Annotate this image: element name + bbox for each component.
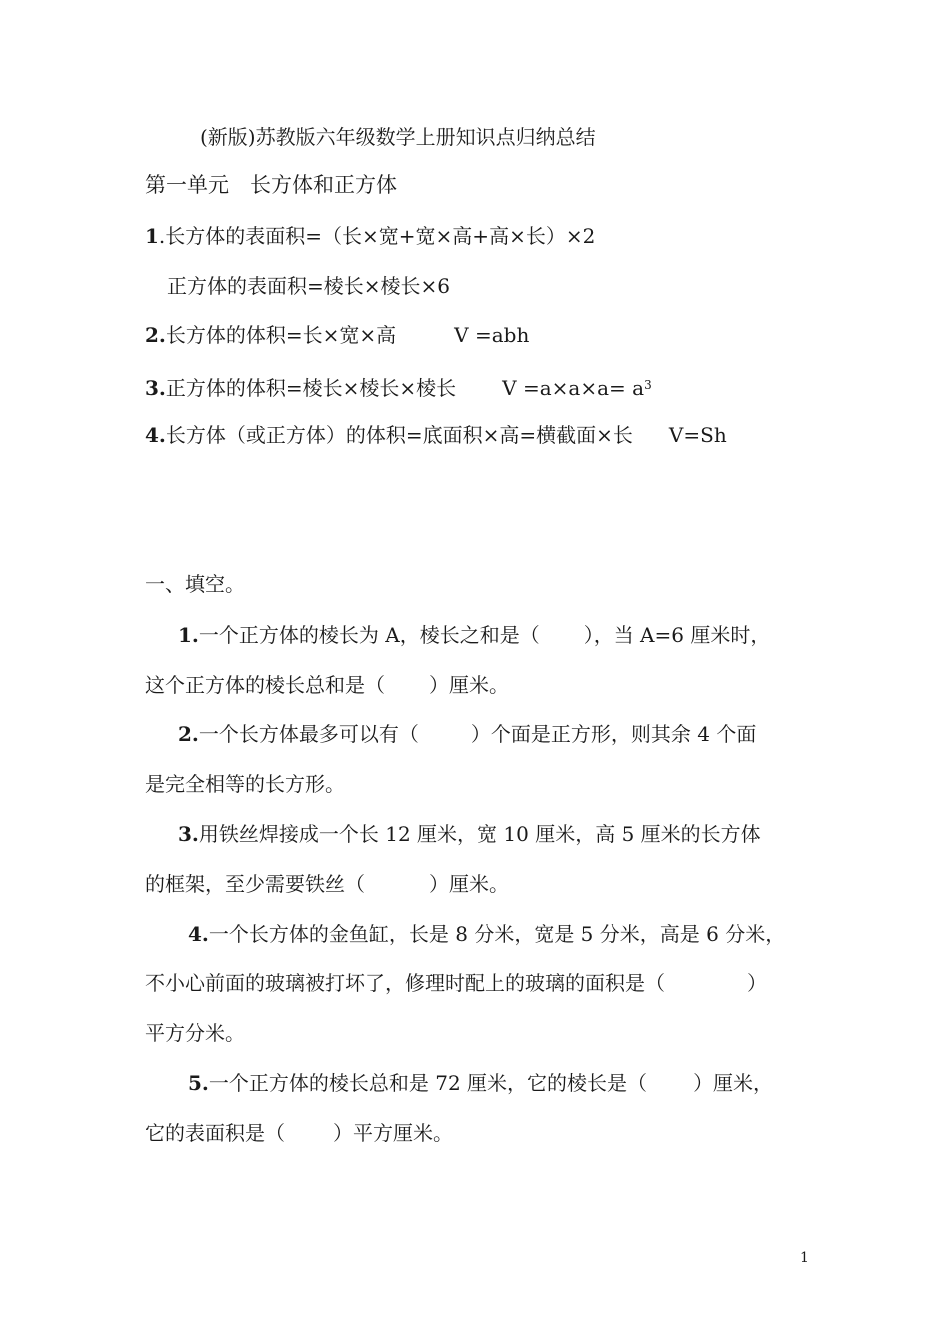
- formula-number: 1: [145, 224, 159, 248]
- question-text: ）个面是正方形，则其余 4 个面: [470, 722, 757, 746]
- question-text: ）厘米，: [693, 1071, 774, 1095]
- question-number: 3.: [178, 822, 199, 846]
- formula-3: [145, 372, 652, 401]
- question-1-line-2: [145, 672, 509, 698]
- question-text: 这个正方体的棱长总和是（: [145, 673, 385, 697]
- formula-expression: V=Sh: [668, 423, 727, 447]
- formula-text: .长方体的表面积=（长×宽+宽×高+高×长）×2: [158, 224, 596, 248]
- formula-expression: V =abh: [454, 323, 530, 347]
- question-2-line-1: [178, 721, 756, 747]
- question-number: 5.: [188, 1071, 209, 1095]
- question-text: 不小心前面的玻璃被打坏了，修理时配上的玻璃的面积是（: [145, 971, 665, 995]
- question-3-line-1: [178, 821, 761, 847]
- formula-expression: V =a×a×a= a: [502, 376, 645, 400]
- question-1-line-1: [178, 622, 770, 648]
- question-text: ）平方厘米。: [333, 1121, 453, 1145]
- formula-text: 长方体（或正方体）的体积=底面积×高=横截面×长: [165, 423, 633, 447]
- formula-1: [145, 223, 595, 249]
- page-number: 1: [800, 1250, 809, 1266]
- question-text: 一个正方体的棱长为 A，棱长之和是（: [198, 623, 540, 647]
- question-text: ），当 A=6 厘米时，: [583, 623, 771, 647]
- question-text: 是完全相等的长方形。: [145, 772, 345, 796]
- question-text: 用铁丝焊接成一个长 12 厘米，宽 10 厘米，高 5 厘米的长方体: [198, 822, 761, 846]
- formula-number: 4.: [145, 423, 166, 447]
- document-title: (新版)苏教版六年级数学上册知识点归纳总结: [200, 125, 596, 149]
- question-5-line-2: [145, 1120, 453, 1146]
- formula-number: 2.: [145, 323, 166, 347]
- question-4-line-2: [145, 970, 767, 996]
- question-text: 一个长方体的金鱼缸，长是 8 分米，宽是 5 分米，高是 6 分米，: [208, 922, 786, 946]
- formula-superscript: 3: [644, 378, 652, 392]
- question-number: 4.: [188, 922, 209, 946]
- question-text: ）厘米。: [429, 872, 509, 896]
- question-2-line-2: [145, 771, 345, 797]
- question-5-line-1: [188, 1070, 773, 1096]
- question-text: 平方分米。: [145, 1021, 245, 1045]
- question-text: 它的表面积是（: [145, 1121, 285, 1145]
- question-text: ）: [747, 971, 767, 995]
- formula-1b: [167, 273, 450, 299]
- question-3-line-2: [145, 871, 509, 897]
- formula-4: [145, 422, 727, 448]
- question-4-line-1: [188, 921, 785, 947]
- formula-number: 3.: [145, 376, 166, 400]
- question-text: ）厘米。: [429, 673, 509, 697]
- question-text: 一个正方体的棱长总和是 72 厘米，它的棱长是（: [208, 1071, 648, 1095]
- section-title: 一、填空。: [145, 572, 245, 596]
- formula-text: 正方体的表面积=棱长×棱长×6: [167, 274, 450, 298]
- question-text: 一个长方体最多可以有（: [198, 722, 419, 746]
- formula-2: [145, 322, 529, 348]
- question-number: 2.: [178, 722, 199, 746]
- formula-text: 长方体的体积=长×宽×高: [165, 323, 397, 347]
- question-4-line-3: [145, 1020, 245, 1046]
- question-text: 的框架，至少需要铁丝（: [145, 872, 365, 896]
- question-number: 1.: [178, 623, 199, 647]
- unit-heading: 第一单元 长方体和正方体: [145, 173, 397, 197]
- formula-text: 正方体的体积=棱长×棱长×棱长: [165, 376, 457, 400]
